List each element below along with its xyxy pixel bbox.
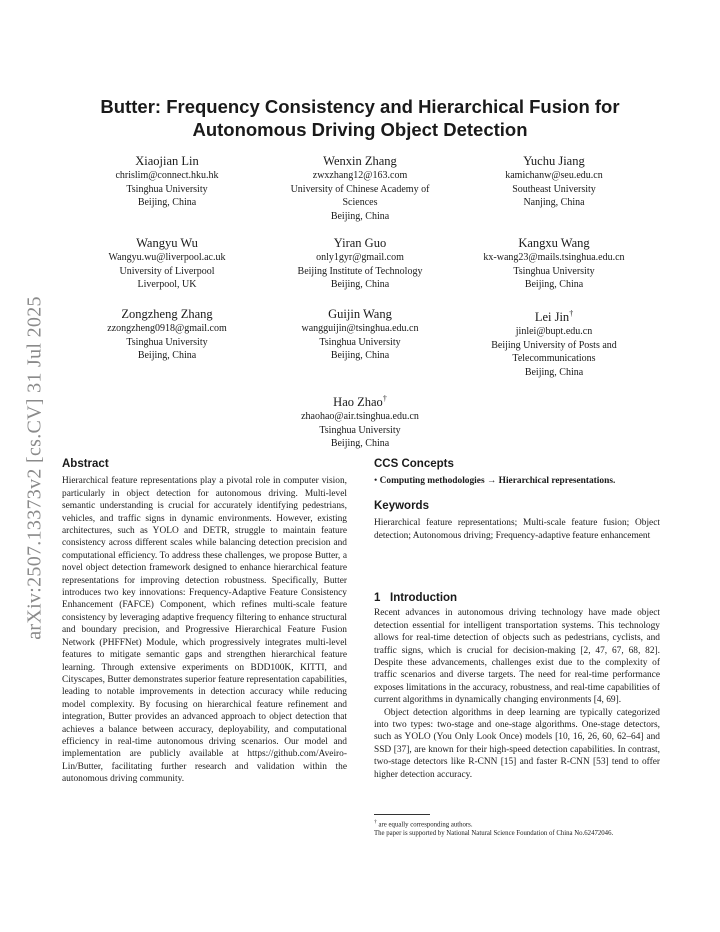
- author-block: [255, 235, 465, 292]
- author-name: Hao Zhao: [333, 395, 383, 410]
- author-location: Liverpool, UK: [137, 279, 197, 290]
- footnotes: [374, 814, 660, 838]
- author-location: Beijing, China: [137, 197, 197, 208]
- author-affiliation: Southeast University: [512, 183, 596, 195]
- author-location: Beijing, China: [330, 350, 390, 361]
- section-title: Introduction: [390, 592, 458, 604]
- footnote-rule: [374, 814, 430, 815]
- author-affiliation: Beijing Institute of Technology: [297, 265, 423, 277]
- footnote-equal-text: are equally corresponding authors.: [378, 821, 473, 829]
- author-email: chrislim@connect.hku.hk: [115, 170, 219, 181]
- author-block: [62, 153, 272, 210]
- author-email: kx-wang23@mails.tsinghua.edu.cn: [483, 252, 625, 263]
- author-affiliation: Tsinghua University: [319, 336, 401, 348]
- intro-paragraph-1: Recent advances in autonomous driving technology have made object detection essential for intelligent transportation systems. This technology allows for real-time detection of objects such as pedestrians, cyclists, and traffic signs, which is crucial for decision-making [2, 47, 67, 68, 82]. Despite these advancements, challenges exist due to the complexity of traffic scenarios and diverse targets. The need for real-time performance exposes limitations in the accuracy, robustness, and real-time capabilities of current algorithms in dynamically changing environments [4, 69].: [374, 608, 660, 706]
- author-name-line: [449, 306, 659, 325]
- ccs-bullet: •: [374, 476, 378, 487]
- author-affiliation: University of Chinese Academy of: [290, 183, 430, 195]
- author-name: Xiaojian Lin: [135, 154, 199, 168]
- author-email: zwxzhang12@163.com: [312, 170, 408, 181]
- author-affiliation: Tsinghua University: [126, 183, 208, 195]
- author-location: Beijing, China: [330, 210, 390, 222]
- keywords-heading: Keywords: [374, 500, 429, 512]
- ccs-line: [374, 475, 660, 487]
- title-line-2: Autonomous Driving Object Detection: [192, 119, 528, 140]
- keywords-section: [374, 500, 660, 542]
- author-block: [449, 153, 659, 210]
- author-location: Beijing, China: [330, 279, 390, 290]
- author-email: jinlei@bupt.edu.cn: [515, 326, 593, 338]
- introduction-section: [374, 592, 660, 781]
- abstract-heading: Abstract: [62, 458, 109, 470]
- author-name: Yiran Guo: [333, 236, 387, 250]
- ccs-section: [374, 458, 660, 488]
- author-location: Nanjing, China: [523, 197, 585, 208]
- abstract-text: Hierarchical feature representations play a pivotal role in computer vision, particularly in object detection for autonomous driving. Multi-level semantic understanding is crucial for accurately identifying pedestrians, vehicles, and traffic signs in dynamic environments. However, existing architectures, such as YOLO and DETR, struggle to maintain feature consistency across different scales while balancing detection precision and computational efficiency. To address these challenges, we propose Butter, a novel object detection framework designed to enhance hierarchical feature representations for improving detection robustness. Specifically, Butter introduces two key innovations: Frequency-Adaptive Feature Consistency Enhancement (FAFCE) Component, which refines multi-scale feature consistency by leveraging adaptive frequency filtering to enhance structural and boundary precision, and Progressive Hierarchical Feature Fusion Network (PHFFNet) Module, which progressively integrates multi-level features to mitigate semantic gaps and strengthen hierarchical feature learning. Through extensive experiments on BDD100K, KITTI, and Cityscapes, Butter demonstrates superior feature representation capabilities, leading to notable improvements in detection accuracy while reducing model complexity. By focusing on hierarchical feature refinement and integration, Butter provides an advanced approach to object detection that achieves a balance between accuracy, deployability, and computational efficiency in real-time autonomous driving scenarios. Our model and implementation are publicly available at https://github.com/Aveiro-Lin/Butter, facilitating further research and validation within the autonomous driving community.: [62, 476, 347, 785]
- author-affiliation: Tsinghua University: [126, 336, 208, 348]
- abstract-section: [62, 458, 347, 786]
- section-number: 1: [374, 592, 381, 604]
- keywords-text: Hierarchical feature representations; Multi-scale feature fusion; Object detection; Autonomous driving; Frequency-adaptive feature enhancement: [374, 518, 660, 541]
- author-affiliation: Tsinghua University: [319, 424, 401, 436]
- author-location: Beijing, China: [524, 279, 584, 290]
- author-email: only1gyr@gmail.com: [316, 252, 404, 263]
- title-line-1: Butter: Frequency Consistency and Hierarchical Fusion for: [100, 96, 620, 117]
- arxiv-stamp-text: arXiv:2507.13373v2 [cs.CV] 31 Jul 2025: [23, 296, 46, 640]
- author-affiliation: Sciences: [342, 197, 378, 208]
- author-email: Wangyu.wu@liverpool.ac.uk: [108, 252, 226, 263]
- author-location: Beijing, China: [524, 366, 584, 378]
- author-block: [449, 235, 659, 292]
- intro-paragraph-2: Object detection algorithms in deep learning are typically categorized into two types: two-stage and one-stage algorithms. One-stage detectors, such as YOLO (You Only Look Once) models [10, 16, 26, 60, 62–64] and SSD [37], are known for their high-speed detection capabilities. In contrast, two-stage detectors like R-CNN [15] and faster R-CNN [53] tend to offer higher detection accuracy.: [374, 707, 660, 780]
- author-name: Kangxu Wang: [518, 236, 590, 250]
- author-name: Yuchu Jiang: [523, 154, 585, 168]
- author-name: Lei Jin: [534, 310, 570, 325]
- author-affiliation: University of Liverpool: [119, 265, 215, 277]
- author-name: Guijin Wang: [328, 307, 392, 321]
- footnote-mark: †: [374, 819, 377, 825]
- footnote-equal: [374, 818, 660, 830]
- author-name: Wenxin Zhang: [323, 154, 397, 168]
- paper-title: [60, 95, 660, 141]
- footnote-funding: The paper is supported by National Natural Science Foundation of China No.62472046.: [374, 829, 614, 837]
- ccs-heading: CCS Concepts: [374, 458, 454, 470]
- author-name-line: [255, 391, 465, 410]
- author-block: [449, 306, 659, 379]
- author-block: [62, 306, 272, 363]
- author-affiliation: Tsinghua University: [513, 265, 595, 277]
- corresponding-mark: †: [569, 309, 574, 318]
- author-affiliation: Telecommunications: [512, 353, 596, 365]
- arxiv-stamp: [20, 258, 50, 678]
- author-location: Beijing, China: [330, 438, 390, 450]
- author-affiliation: Beijing University of Posts and: [491, 339, 617, 351]
- author-email: kamichanw@seu.edu.cn: [505, 170, 603, 181]
- author-email: zhaohao@air.tsinghua.edu.cn: [301, 411, 419, 423]
- author-block: [255, 153, 465, 223]
- author-location: Beijing, China: [137, 350, 197, 361]
- author-name: Zongzheng Zhang: [121, 307, 213, 321]
- author-block: [255, 391, 465, 451]
- author-block: [255, 306, 465, 363]
- author-name: Wangyu Wu: [136, 236, 198, 250]
- ccs-text: Computing methodologies → Hierarchical representations.: [379, 476, 616, 487]
- author-email: wangguijin@tsinghua.edu.cn: [301, 323, 419, 334]
- author-email: zzongzheng0918@gmail.com: [107, 323, 227, 334]
- corresponding-mark: †: [382, 394, 387, 403]
- author-block: [62, 235, 272, 292]
- introduction-heading: [374, 592, 660, 604]
